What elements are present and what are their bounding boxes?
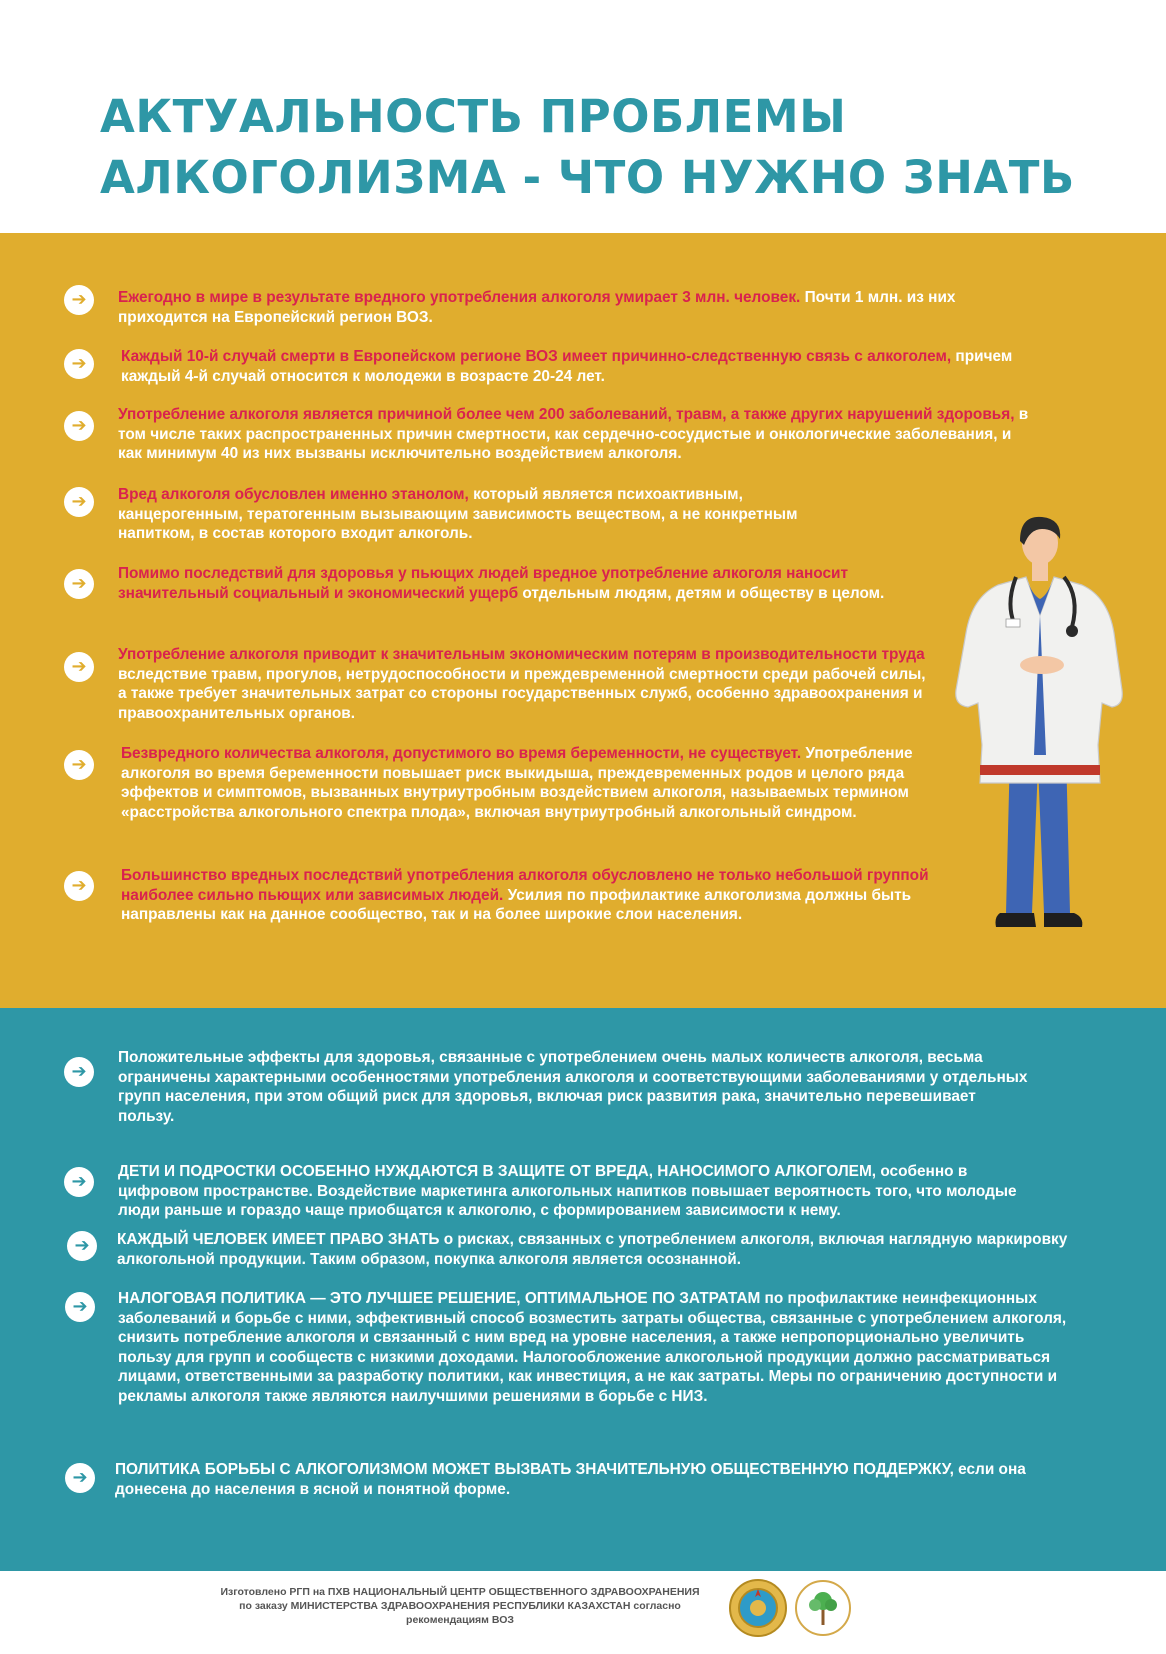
doctor-hands: [1020, 656, 1064, 674]
doctor-illustration: [950, 515, 1130, 945]
arrow-right-icon: ➔: [67, 1231, 97, 1261]
arrow-right-icon: ➔: [64, 569, 94, 599]
arrow-right-icon: ➔: [64, 1167, 94, 1197]
footer-credits: Изготовлено РГП на ПХВ НАЦИОНАЛЬНЫЙ ЦЕНТР ОБЩЕСТВЕННОГО ЗДРАВООХРАНЕНИЯ по заказу МИНИСТЕРСТВА ЗДРАВООХРАНЕНИЯ РЕСПУБЛИКИ КАЗАХСТАН согласно рекомендациям ВОЗ: [220, 1586, 700, 1626]
arrow-right-icon: ➔: [64, 285, 94, 315]
arrow-right-icon: ➔: [65, 1463, 95, 1493]
fact-text: Каждый 10-й случай смерти в Европейском регионе ВОЗ имеет причинно-следственную связь с алкоголем, причем каждый 4-й случай относится к молодежи в возрасте 20-24 лет.: [121, 348, 1013, 385]
kazakhstan-emblem-icon: [728, 1577, 788, 1639]
fact-text: Ежегодно в мире в результате вредного употребления алкоголя умирает 3 млн. человек. Почти 1 млн. из них приходится на Европейский регион ВОЗ.: [118, 289, 956, 326]
fact-text: Помимо последствий для здоровья у пьющих людей вредное употребление алкоголя наносит значительный социальный и экономический ущерб отдельным людям, детям и обществу в целом.: [118, 565, 885, 602]
doctor-left-shoe: [996, 913, 1037, 927]
footer: [0, 1571, 1166, 1654]
policy-text: НАЛОГОВАЯ ПОЛИТИКА — ЭТО ЛУЧШЕЕ РЕШЕНИЕ, ОПТИМАЛЬНОЕ ПО ЗАТРАТАМ по профилактике неинфекционных заболеваний и борьбе с ними, эффективный способ возместить затраты общества, связанные с употреблением алкоголя, снизить потребление алкоголя и связанный с ним вред на уровне населения, а также непропорционально увеличить пользу для групп и сообществ с низкими доходами. Налогообложение алкогольной продукции должно рассматриваться лицами, ответственными за разработку политики, как инвестиция, а не как затраты. Меры по ограничению доступности и рекламы алкоголя также являются наилучшими решениями в борьбе с НИЗ.: [118, 1290, 1067, 1405]
fact-text: Употребление алкоголя является причиной более чем 200 заболеваний, травм, а также других нарушений здоровья, в том числе таких распространенных причин смертности, как сердечно-сосудистые и онкологические заболевания, и как минимум 40 из них вызваны исключительно воздействием алкоголя.: [118, 406, 1029, 462]
arrow-right-icon: ➔: [64, 487, 94, 517]
arrow-right-icon: ➔: [65, 1292, 95, 1322]
policy-text: Положительные эффекты для здоровья, связанные с употреблением очень малых количеств алкоголя, весьма ограничены характерными особенностями употребления алкоголя и соответствующими заболеваниями у отдельных групп населения, при этом общий риск для здоровья, включая риск развития рака, значительно перевешивает пользу.: [118, 1049, 1028, 1125]
arrow-right-icon: ➔: [64, 349, 94, 379]
title-line-1: АКТУАЛЬНОСТЬ ПРОБЛЕМЫ: [100, 90, 847, 143]
fact-text: Вред алкоголя обусловлен именно этанолом, который является психоактивным, канцерогенным, тератогенным вызывающим зависимость веществом, а не конкретным напитком, в состав которого входит алкоголь.: [118, 486, 798, 542]
stethoscope-chest-piece: [1066, 625, 1078, 637]
policy-text: ДЕТИ И ПОДРОСТКИ ОСОБЕННО НУЖДАЮТСЯ В ЗАЩИТЕ ОТ ВРЕДА, НАНОСИМОГО АЛКОГОЛЕМ, особенно в цифровом пространстве. Воздействие маркетинга алкогольных напитков повышает вероятность того, что молодые люди раньше и гораздо чаще приобщатся к алкоголю, с формированием зависимости к нему.: [118, 1163, 1017, 1219]
arrow-right-icon: ➔: [64, 411, 94, 441]
title-line-2: АЛКОГОЛИЗМА - ЧТО НУЖНО ЗНАТЬ: [100, 151, 1075, 204]
arrow-right-icon: ➔: [64, 1057, 94, 1087]
arrow-right-icon: ➔: [64, 652, 94, 682]
health-center-logo-icon: [794, 1579, 852, 1637]
page-title: [100, 86, 1100, 208]
coat-ornament: [980, 765, 1100, 775]
policy-text: КАЖДЫЙ ЧЕЛОВЕК ИМЕЕТ ПРАВО ЗНАТЬ о рисках, связанных с употреблением алкоголя, включая наглядную маркировку алкогольной продукции. Таким образом, покупка алкоголя является осознанной.: [117, 1231, 1068, 1268]
policy-text: ПОЛИТИКА БОРЬБЫ С АЛКОГОЛИЗМОМ МОЖЕТ ВЫЗВАТЬ ЗНАЧИТЕЛЬНУЮ ОБЩЕСТВЕННУЮ ПОДДЕРЖКУ, если она донесена до населения в ясной и понятной форме.: [115, 1461, 1026, 1498]
fact-text: Употребление алкоголя приводит к значительным экономическим потерям в производительности труда вследствие травм, прогулов, нетрудоспособности и преждевременной смертности среди рабочей силы, а также требует значительных затрат со стороны государственных служб, особенно здравоохранения и правоохранительных органов.: [118, 646, 926, 722]
arrow-right-icon: ➔: [64, 871, 94, 901]
doctor-badge: [1006, 619, 1020, 627]
arrow-right-icon: ➔: [64, 750, 94, 780]
fact-text: Большинство вредных последствий употребления алкоголя обусловлено не только небольшой группой наиболее сильно пьющих или зависимых людей. Усилия по профилактике алкоголизма должны быть направлены как на данное сообщество, так и на более широкие слои населения.: [121, 867, 929, 923]
doctor-right-shoe: [1044, 913, 1082, 927]
fact-text: Безвредного количества алкоголя, допустимого во время беременности, не существует. Употребление алкоголя во время беременности повышает риск выкидыша, преждевременных родов и целого ряда эффектов и симптомов, вызванных внутриутробным воздействием алкоголя, называемых термином «расстройства алкогольного спектра плода», включая внутриутробный алкогольный синдром.: [121, 745, 913, 821]
